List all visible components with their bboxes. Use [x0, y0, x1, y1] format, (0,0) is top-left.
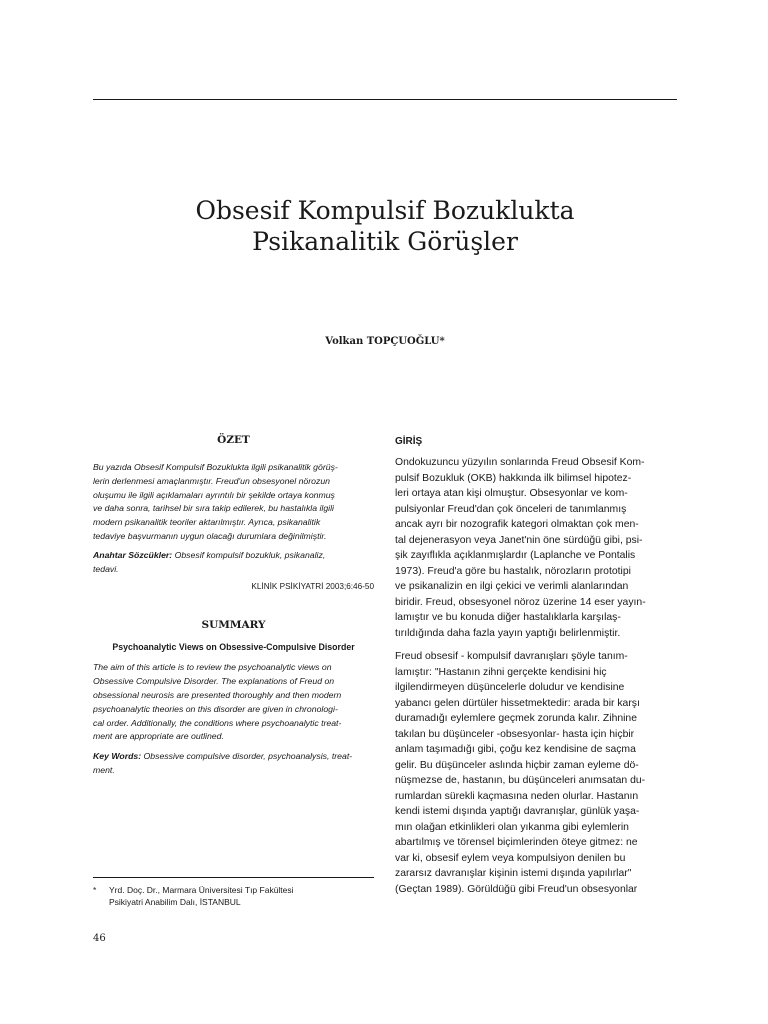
body-line: takılan bu düşünceler -obsesyonlar- hasta için hiçbir [395, 728, 635, 740]
body-line: Freud obsesif - kompulsif davranışları şöyle tanım- [395, 651, 628, 662]
page-number: 46 [93, 933, 106, 944]
header-rule [93, 99, 677, 100]
abstract-line: Obsessive Compulsive Disorder. The explanations of Freud on [93, 676, 335, 687]
body-line: ve psikanalizin en ilgi çekici ve verimli alanlarından [395, 581, 629, 592]
body-line: ilgilendirmeyen düşüncelerle doludur ve kendisine [395, 682, 625, 693]
footnote-marker: * [93, 885, 97, 895]
body-line: Ondokuzuncu yüzyılın sonlarında Freud Obsesif Kom- [395, 457, 645, 468]
body-line: mın olağan etkinlikleri olan yıkanma gibi eylemlerin [395, 821, 629, 833]
article-title-line-1: Obsesif Kompulsif Bozuklukta [195, 196, 575, 225]
footnote-rule [93, 877, 374, 878]
abstract-line: obsessional neurosis are presented thoroughly and then modern [93, 689, 342, 700]
introduction-column [395, 436, 677, 897]
keywords-text: Obsessive compulsive disorder, psychoanalysis, treat- [141, 751, 353, 762]
abstract-line: modern psikanalitik teoriler aktarılmıştır. Ayrıca, psikanalitik [93, 517, 321, 528]
body-line: pulsiyonlar Freud'dan çok önceleri de tanımlanmış [395, 503, 627, 515]
summary-heading: SUMMARY [201, 619, 266, 632]
body-line: anlam taşımadığı gibi, çoğu kez kendisine de saçma [395, 744, 636, 755]
abstract-line: psychoanalytic theories on this disorder are given in chronologi- [93, 703, 338, 714]
ozet-keywords [93, 549, 374, 577]
abstract-line: lerin derlenmesi amaçlanmıştır. Freud'un obsesyonel nörozun [93, 475, 330, 486]
ozet-heading: ÖZET [217, 434, 250, 446]
body-line: tırıldığında daha fazla yayın yaptığı belirlenmiştir. [395, 627, 621, 639]
body-line: abartılmış ve törensel biçimlerinden öteye gitmez: ne [395, 837, 638, 848]
body-line: pulsif Bozukluk (OKB) hakkında ilk bilimsel hipotez- [395, 472, 632, 484]
body-line: nüşmezse de, hastanın, bu düşünceleri anımsatan du- [395, 775, 646, 786]
abstract-line: ve daha sonra, tarihsel bir sıra takip edilerek, bu hastalıkla ilgili [93, 503, 334, 514]
body-line: ancak ayrı bir nozografik kategori olmaktan çok men- [395, 519, 639, 530]
body-line: rumlardan sürekli kaçmasına neden olurlar. Hastanın [395, 790, 639, 802]
abstract-line: ment are appropriate are outlined. [93, 731, 224, 742]
giris-heading: GİRİŞ [395, 436, 423, 447]
abstract-column [93, 434, 374, 778]
journal-citation: KLİNİK PSİKİYATRİ 2003;6:46-50 [251, 582, 374, 592]
abstract-line: Bu yazıda Obsesif Kompulsif Bozuklukta ilgili psikanalitik görüş- [93, 462, 338, 472]
author-footnote [93, 884, 374, 908]
body-line: şik zayıflıkla açıklanmışlardır (Laplanche ve Pontalis [395, 550, 636, 561]
keywords-label: Key Words: [93, 751, 142, 762]
body-line: lamıştır ve bu konuda diğer hastalıklarla karşılaş- [395, 612, 621, 623]
footnote-line: Yrd. Doç. Dr., Marmara Üniversitesi Tıp Fakültesi [109, 885, 294, 895]
body-line: duramadığı eylemlere geçmek zorunda kalır. Zihnine [395, 713, 637, 724]
intro-paragraph-1 [395, 455, 677, 641]
abstract-line: cal order. Additionally, the conditions where psychoanalytic treat- [93, 717, 342, 728]
body-line: var ki, obsesif eylem veya kompulsiyon denilen bu [395, 852, 626, 864]
body-line: yabancı gelen dürtüler hissetmektedir: arada bir karşı [395, 697, 640, 709]
keywords-label: Anahtar Sözcükler: [93, 549, 173, 560]
keywords-text: ment. [93, 764, 115, 775]
body-line: lamıştır: "Hastanın zihni gerçekte kendisini hiç [395, 666, 607, 678]
body-line: (Geçtan 1989). Görüldüğü gibi Freud'un obsesyonlar [395, 883, 638, 895]
footnote-line: Psikiyatri Anabilim Dalı, İSTANBUL [109, 897, 241, 907]
body-line: leri ortaya atan kişi olmuştur. Obsesyonlar ve kom- [395, 488, 628, 499]
author-name: Volkan TOPÇUOĞLU* [325, 336, 445, 347]
ozet-abstract [93, 461, 374, 544]
abstract-line: The aim of this article is to review the psychoanalytic views on [93, 662, 332, 673]
summary-abstract [93, 661, 374, 744]
body-line: zararsız davranışlar kişinin istemi dışında yapılırlar" [395, 868, 632, 879]
body-line: tal dejenerasyon veya Janet'nin öne sürdüğü gibi, psi- [395, 534, 643, 546]
summary-subtitle: Psychoanalytic Views on Obsessive-Compulsive Disorder [112, 642, 355, 653]
body-line: gelir. Bu düşünceler aslında hiçbir zaman eyleme dö- [395, 759, 639, 771]
keywords-text: Obsesif kompulsif bozukluk, psikanaliz, [172, 549, 326, 560]
abstract-line: oluşumu ile ilgili açıklamaları ayrıntılı bir şekilde ortaya konmuş [93, 489, 335, 500]
body-line: kendi istemi dışında yaptığı davranışlar, günlük yaşa- [395, 806, 640, 817]
abstract-line: tedaviye başvurmanın uygun olacağı durumlara değinilmiştir. [93, 530, 327, 541]
summary-keywords [93, 750, 374, 778]
keywords-text: tedavi. [93, 563, 119, 574]
article-title-line-2: Psikanalitik Görüşler [252, 227, 518, 256]
body-line: biridir. Freud, obsesyonel nöroz üzerine 14 eser yayın- [395, 596, 646, 608]
body-line: 1973). Freud'a göre bu hastalık, nörozların prototipi [395, 565, 631, 577]
intro-paragraph-2 [395, 649, 677, 897]
